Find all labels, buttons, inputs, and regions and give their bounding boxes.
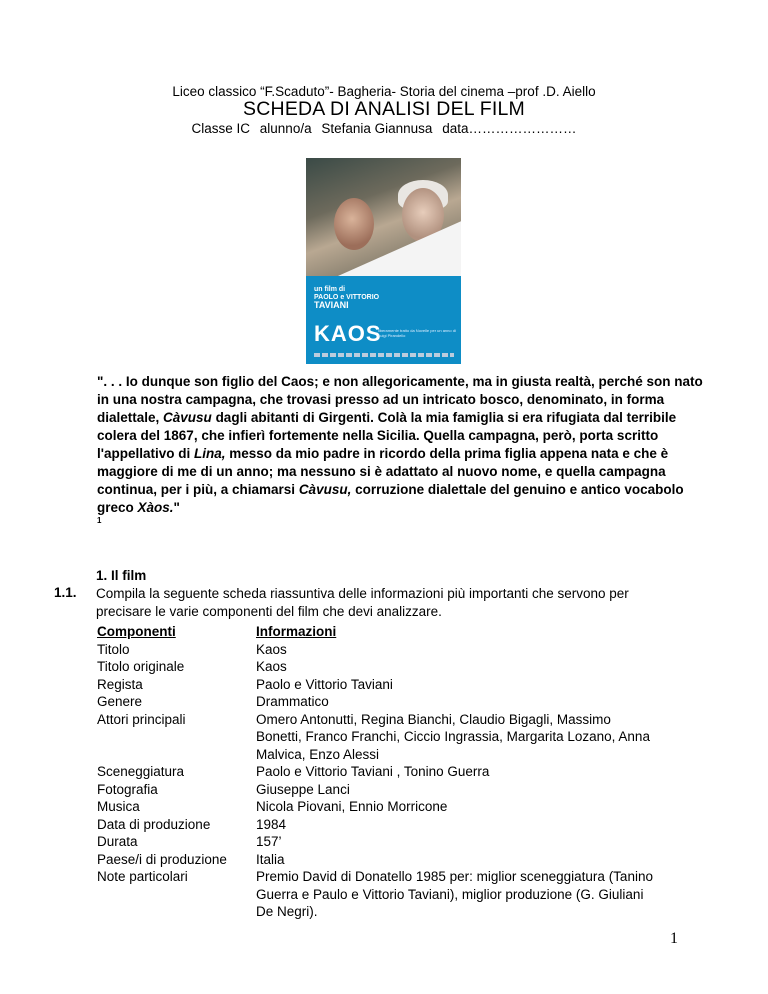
row-value: Italia bbox=[256, 851, 285, 867]
table-header-row bbox=[97, 623, 656, 641]
row-label: Paese/i di produzione bbox=[97, 851, 227, 867]
row-label: Note particolari bbox=[97, 869, 188, 884]
row-value: Giuseppe Lanci bbox=[256, 781, 350, 797]
table-row bbox=[97, 798, 656, 816]
row-value: Paolo e Vittorio Taviani bbox=[256, 676, 393, 692]
student-line bbox=[0, 121, 768, 136]
row-label: Titolo originale bbox=[97, 659, 185, 674]
student-label: alunno/a bbox=[259, 121, 312, 136]
poster-credits bbox=[314, 353, 454, 357]
subsection-number: 1.1. bbox=[54, 585, 77, 600]
table-row bbox=[97, 816, 656, 834]
poster-title: KAOS bbox=[314, 321, 382, 346]
film-info-table bbox=[97, 623, 656, 921]
row-value: Kaos bbox=[256, 641, 287, 657]
page-title: SCHEDA DI ANALISI DEL FILM bbox=[243, 98, 525, 120]
row-label: Regista bbox=[97, 676, 143, 692]
poster-tagline: liberamente tratto da Novelle per un anno di Luigi Pirandello bbox=[378, 328, 456, 338]
poster-subtitle: un film di PAOLO e VITTORIO bbox=[314, 286, 380, 301]
row-value: Omero Antonutti, Regina Bianchi, Claudio Bigagli, Massimo Bonetti, Franco Franchi, Ciccio Ingrassia, Margarita Lozano, Anna Malvica, Enzo Alessi bbox=[256, 711, 650, 762]
film-poster bbox=[306, 158, 461, 364]
row-value: Nicola Piovani, Ennio Morricone bbox=[256, 799, 448, 814]
row-value: 157’ bbox=[256, 834, 282, 849]
date-field: data…………………… bbox=[442, 121, 577, 136]
row-value: Paolo e Vittorio Taviani , Tonino Guerra bbox=[256, 764, 490, 779]
subsection-instructions: Compila la seguente scheda riassuntiva delle informazioni più importanti che servono per precisare le varie componenti del film che devi analizzare. bbox=[96, 586, 629, 619]
row-label: Genere bbox=[97, 694, 143, 709]
table-row bbox=[97, 641, 656, 659]
row-label: Titolo bbox=[97, 641, 130, 657]
row-label: Fotografia bbox=[97, 781, 158, 797]
row-label: Data di produzione bbox=[97, 816, 211, 832]
poster-directors: TAVIANI bbox=[314, 300, 349, 310]
table-row bbox=[97, 658, 656, 676]
row-value: 1984 bbox=[256, 816, 287, 832]
table-row bbox=[97, 763, 656, 781]
footnote-marker: 1 bbox=[97, 516, 102, 525]
page-number: 1 bbox=[670, 930, 678, 947]
row-label: Attori principali bbox=[97, 711, 186, 727]
table-row bbox=[97, 693, 656, 711]
row-label: Musica bbox=[97, 799, 140, 814]
row-value: Drammatico bbox=[256, 694, 329, 709]
table-row bbox=[97, 676, 656, 694]
header-components: Componenti bbox=[97, 624, 176, 639]
row-value: Premio David di Donatello 1985 per: miglior sceneggiatura (Tanino Guerra e Paulo e Vittorio Taviani), miglior produzione (G. Giuliani De Negri). bbox=[256, 869, 653, 919]
pirandello-quote: ". . . Io dunque son figlio del Caos; e non allegoricamente, ma in giusta realtà, perché son nato in una nostra campagna, che trovasi presso ad un intricato bosco, denominato, in forma dialettale, Càvusu dagli abitanti di Girgenti. Colà la mia famiglia si era rifugiata dal terribile colera del 1867, che infierì fortemente nella Sicilia. Quella campagna, però, porta scritto l'appellativo di Lina, messo da mio padre in ricordo della prima figlia appena nata e che è maggiore di me di un anno; ma nessuno si è adattato al nuovo nome, e quella campagna continua, per i più, a chiamarsi Càvusu, corruzione dialettale del genuino e antico vocabolo greco Xàos." bbox=[97, 374, 703, 515]
table-row bbox=[97, 868, 656, 921]
row-label: Sceneggiatura bbox=[97, 764, 185, 779]
header-information: Informazioni bbox=[256, 624, 337, 639]
school-header: Liceo classico “F.Scaduto”- Bagheria- Storia del cinema –prof .D. Aiello bbox=[172, 84, 596, 99]
row-value: Kaos bbox=[256, 659, 287, 674]
table-row bbox=[97, 851, 656, 869]
class-label: Classe IC bbox=[191, 121, 251, 136]
table-row bbox=[97, 711, 656, 764]
row-label: Durata bbox=[97, 834, 138, 849]
table-row bbox=[97, 833, 656, 851]
student-name: Stefania Giannusa bbox=[321, 121, 433, 136]
section-heading: 1. Il film bbox=[96, 568, 147, 583]
table-row bbox=[97, 781, 656, 799]
poster-face-man bbox=[334, 198, 374, 250]
